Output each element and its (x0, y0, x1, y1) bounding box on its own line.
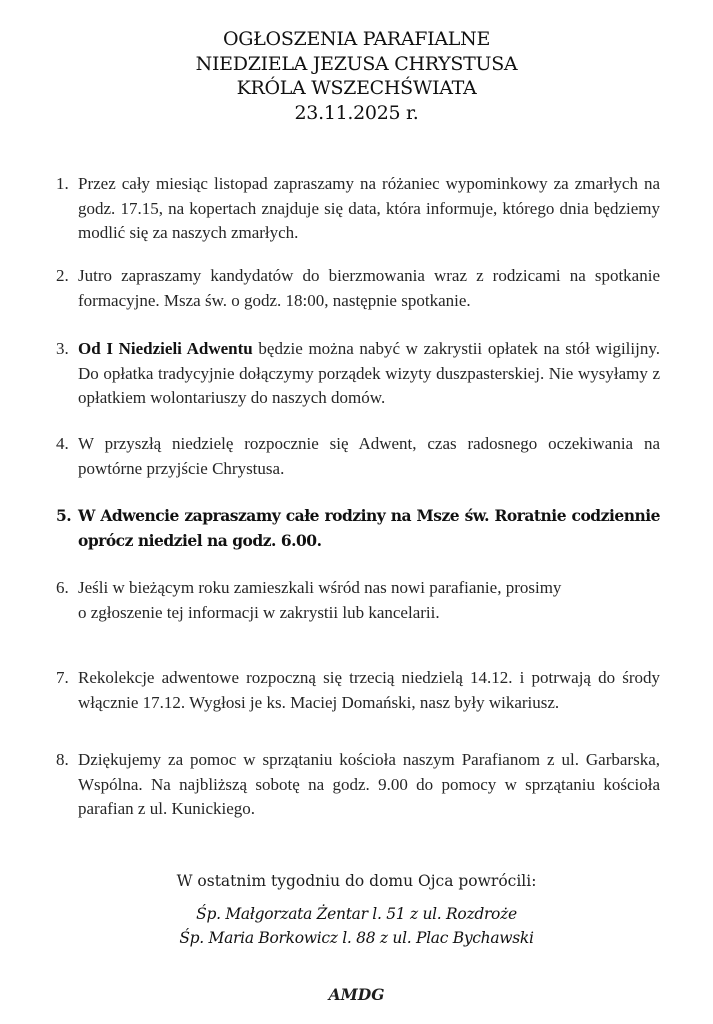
document-header (0, 27, 713, 125)
item-number: 6. (56, 578, 69, 597)
announcement-item (56, 337, 660, 411)
item-text-rest: będzie można nabyć w zakrystii opłatek na stół wigilijny. Do opłatka tradycyjnie dołączymy porządek wizyty duszpasterskiej. Nie wysyłamy z opłatkiem wolontariuszy do naszych domów. (78, 339, 660, 407)
item-text: W przyszłą niedzielę rozpocznie się Adwent, czas radosnego oczekiwania na powtórne przyjście Chrystusa. (78, 434, 660, 478)
item-number: 3. (56, 339, 69, 358)
document-date: 23.11.2025 r. (294, 101, 419, 124)
item-text: Rekolekcje adwentowe rozpoczną się trzecią niedzielą 14.12. i potrwają do środy włącznie 17.12. Wygłosi je ks. Maciej Domański, nasz były wikariusz. (78, 668, 660, 712)
deceased-name: Śp. Maria Borkowicz l. 88 z ul. Plac Bychawski (179, 929, 534, 947)
item-text (78, 337, 660, 411)
deceased-intro: W ostatnim tygodniu do domu Ojca powrócili: (176, 872, 537, 890)
item-text (78, 576, 660, 625)
deceased-list (0, 902, 713, 950)
title-line-1: OGŁOSZENIA PARAFIALNE (222, 28, 491, 50)
item-text: W Adwencie zapraszamy całe rodziny na Msze św. Roratnie codziennie oprócz niedziel na godz. 6.00. (78, 506, 660, 550)
item-number: 8. (56, 750, 69, 769)
item-number: 2. (56, 266, 69, 285)
item-text: Jutro zapraszamy kandydatów do bierzmowania wraz z rodzicami na spotkanie formacyjne. Msza św. o godz. 18:00, następnie spotkanie. (78, 266, 660, 310)
announcement-item (56, 172, 660, 246)
announcement-item (56, 432, 660, 481)
title-line-2: NIEDZIELA JEZUSA CHRYSTUSA (195, 52, 518, 75)
item-number: 5. (56, 506, 72, 525)
item-number: 1. (56, 174, 69, 193)
amdg-motto: AMDG (328, 985, 385, 1004)
announcement-item (56, 666, 660, 715)
item-number: 7. (56, 668, 69, 687)
item-text: Przez cały miesiąc listopad zapraszamy na różaniec wypominkowy za zmarłych na godz. 17.15, na kopertach znajduje się data, która informuje, którego dnia będziemy modlić się za naszych zmarłych. (78, 174, 660, 242)
announcement-item (56, 264, 660, 313)
announcement-item-highlighted (56, 504, 660, 553)
announcement-item (56, 748, 660, 822)
title-line-3: KRÓLA WSZECHŚWIATA (236, 77, 477, 99)
item-text-line-2: o zgłoszenie tej informacji w zakrystii lub kancelarii. (78, 602, 440, 622)
item-number: 4. (56, 434, 69, 453)
item-bold-prefix: Od I Niedzieli Adwentu (78, 339, 253, 358)
item-text: Dziękujemy za pomoc w sprzątaniu kościoła naszym Parafianom z ul. Garbarska, Wspólna. Na najbliższą sobotę na godz. 9.00 do pomocy w sprzątaniu kościoła parafian z ul. Kunickiego. (78, 750, 660, 818)
deceased-name: Śp. Małgorzata Żentar l. 51 z ul. Rozdroże (196, 905, 517, 923)
announcement-item (56, 576, 660, 625)
item-text-line-1: Jeśli w bieżącym roku zamieszkali wśród nas nowi parafianie, prosimy (78, 578, 562, 597)
